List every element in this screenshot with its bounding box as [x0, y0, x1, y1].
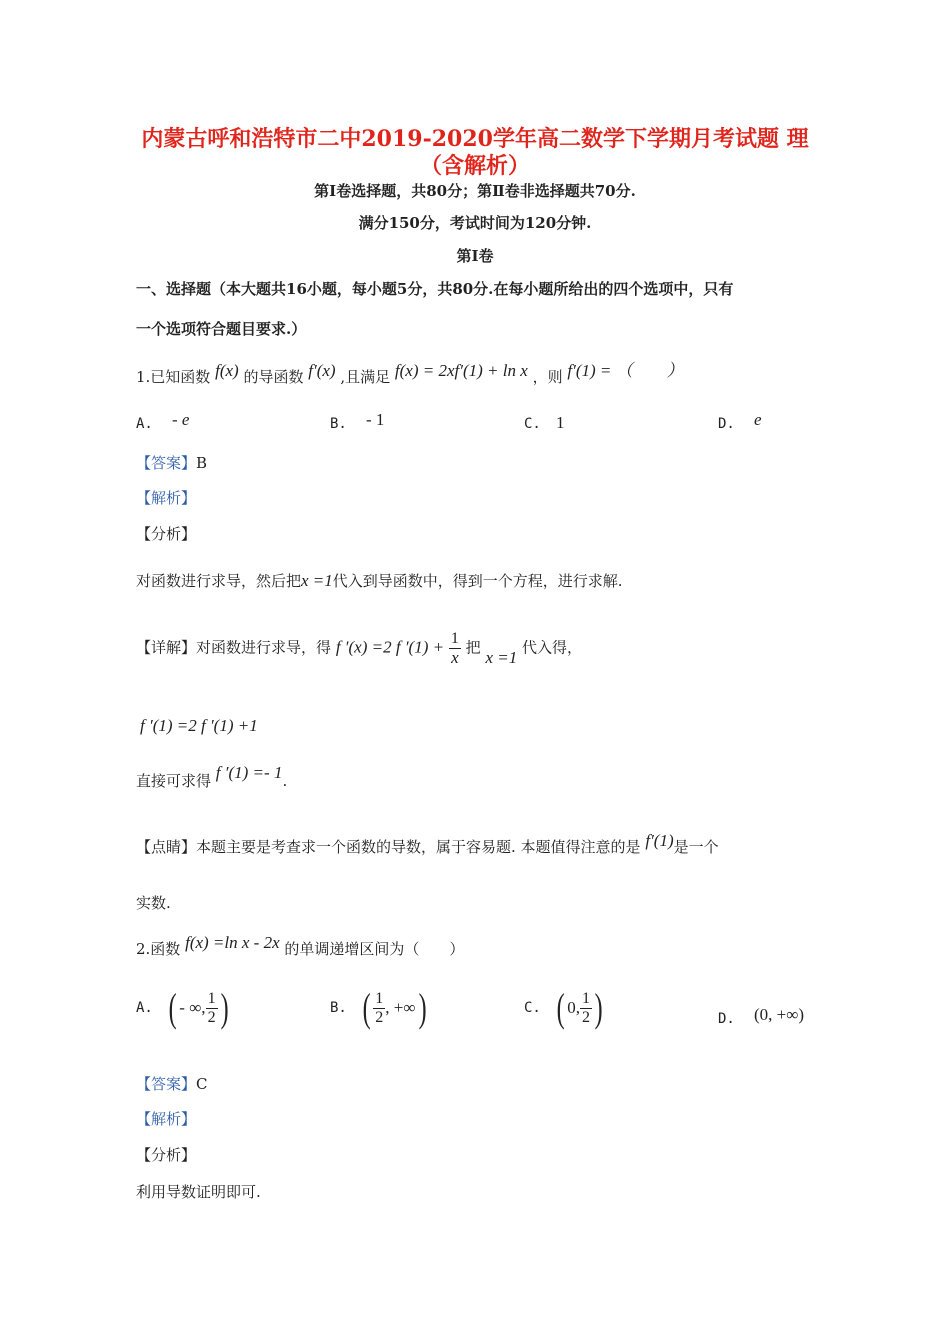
q1-option-c: C. 1: [524, 413, 565, 432]
q1-option-a: A. - e: [136, 410, 190, 432]
q1-comment-tag: 【点睛】: [136, 838, 197, 856]
question-2: 2.函数 f(x) =ln x - 2x 的单调递增区间为（ ）: [136, 933, 465, 958]
q1-detail: 【详解】对函数进行求导，得 f ′(x) =2 f ′(1) + $\frac{1}{x}$ 把 x =1 代入得，: [136, 630, 583, 667]
q1-ask: f′(1) = （ ）: [567, 361, 684, 380]
q2-answer-value: C: [196, 1075, 208, 1093]
q1-comment: 【点睛】本题主要是考查求一个函数的导数，属于容易题. 本题值得注意的是 f′(1)是一个: [136, 831, 719, 856]
q1-detail-fraction: $\frac{1}{x}$: [450, 630, 459, 667]
volume-heading: 第Ⅰ卷: [456, 247, 494, 265]
q2-option-d: D. (0, +∞): [718, 1005, 804, 1027]
document-title: 内蒙古呼和浩特市二中2019-2020学年高二数学下学期月考试题 理: [141, 126, 809, 152]
q1-option-b: B. - 1: [330, 410, 385, 432]
q2-option-a: A. ( - ∞, $\frac{1}{2}$ ): [136, 985, 229, 1030]
section-heading-cont: 一个选项符合题目要求.）: [136, 320, 307, 338]
q1-mid1: 的导函数: [243, 368, 304, 386]
q1-equation: f(x) = 2xf′(1) + ln x: [394, 361, 528, 380]
q1-fx: f(x): [215, 361, 239, 380]
q2-analysis-tag: 【解析】: [136, 1110, 197, 1128]
q2-fenxi-tag: 【分析】: [136, 1146, 197, 1164]
q1-fenxi-eq: x =1: [301, 571, 333, 590]
q1-direct: 直接可求得 f ′(1) =- 1.: [136, 763, 288, 790]
q1-option-d: D. e: [718, 410, 762, 432]
section-heading: 一、选择题（本大题共16小题，每小题5分，共80分.在每小题所给出的四个选项中，只有: [136, 280, 734, 298]
q1-answer-value: B: [196, 454, 208, 472]
q2-answer: 【答案】C: [136, 1075, 208, 1093]
q2-fenxi-text: 利用导数证明即可.: [136, 1183, 261, 1201]
exam-structure-note: 第Ⅰ卷选择题，共80分；第Ⅱ卷非选择题共70分.: [314, 182, 636, 200]
q1-comment-eq: f′(1): [645, 831, 674, 850]
q1-detail-tag: 【详解】: [136, 638, 197, 657]
q2-option-c: C. ( 0, $\frac{1}{2}$ ): [524, 985, 603, 1030]
q1-detail-eq2: x =1: [485, 647, 518, 667]
q1-mid3: ，则: [532, 368, 563, 386]
q2-option-b: B. ( $\frac{1}{2}$ , +∞): [330, 985, 427, 1030]
q1-fenxi-tag: 【分析】: [136, 525, 197, 543]
q1-comment-cont: 实数.: [136, 894, 171, 912]
question-1: [136, 362, 684, 387]
q1-prefix: 1.已知函数: [136, 368, 211, 386]
exam-score-time-note: 满分150分，考试时间为120分钟.: [358, 214, 592, 232]
q1-mid2: ,且满足: [340, 368, 391, 386]
q2-equation: f(x) =ln x - 2x: [185, 933, 280, 952]
q1-direct-eq: f ′(1) =- 1: [215, 763, 283, 782]
q1-fenxi-text: 对函数进行求导，然后把x =1代入到导函数中，得到一个方程，进行求解.: [136, 571, 623, 590]
document-title-suffix: （含解析）: [419, 153, 530, 179]
q1-analysis-tag: 【解析】: [136, 489, 197, 507]
q1-line-equation: f ′(1) =2 f ′(1) +1: [140, 716, 258, 735]
q1-fpx: f′(x): [308, 361, 336, 380]
q1-answer: 【答案】B: [136, 454, 208, 472]
q1-detail-eq: f ′(x) =2 f ′(1) +: [335, 637, 445, 657]
